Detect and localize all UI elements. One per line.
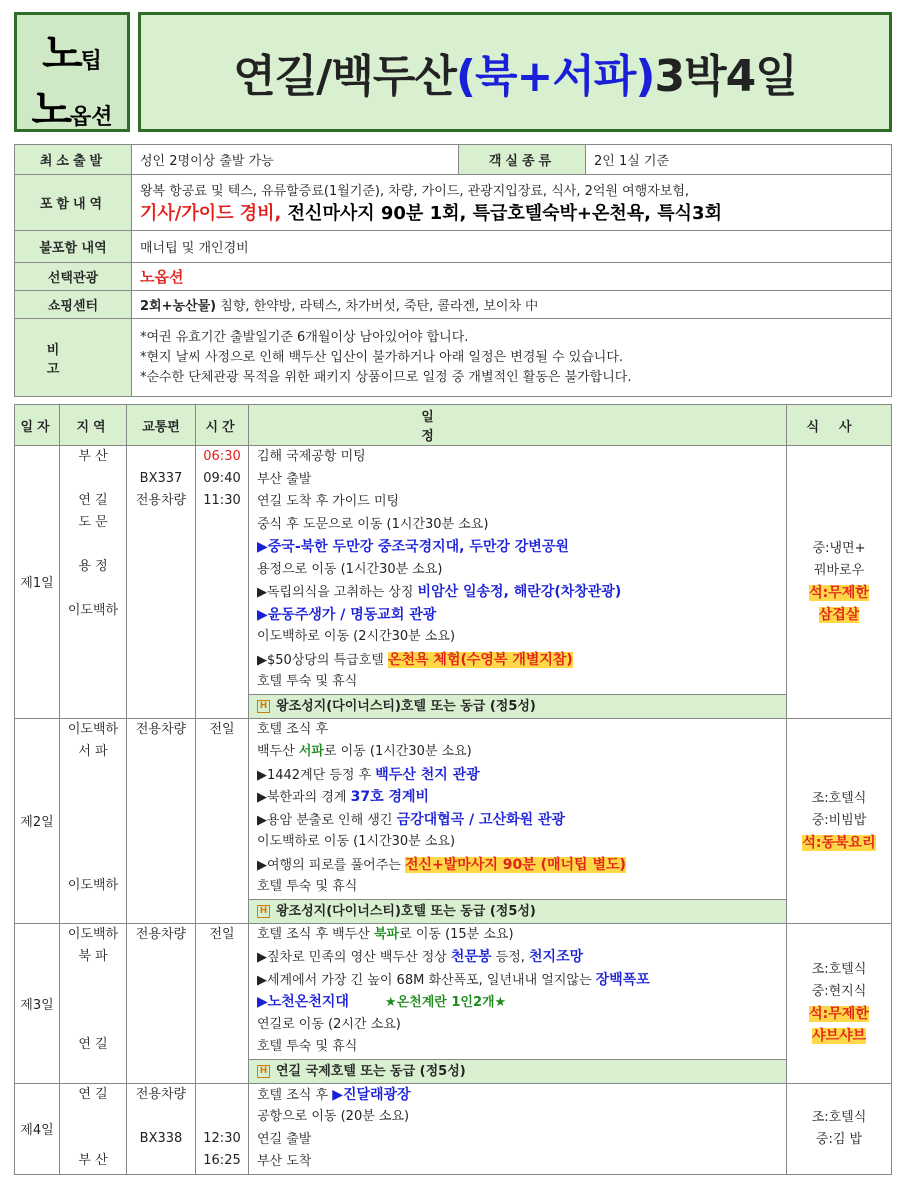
room-type-value: 2인 1실 기준 — [586, 145, 892, 175]
region: 이도백하 — [67, 926, 119, 942]
schedule-item: ▶짚차로 민족의 영산 백두산 정상 천문봉 등정, 천지조망 — [257, 949, 584, 965]
transport-cell — [127, 1083, 196, 1174]
included-line-1: 왕복 항공료 및 텍스, 유류할증료(1월기준), 차량, 가이드, 관광지입장료, 식사, 2억원 여행자보험, — [140, 184, 690, 199]
transport-type: 전용차량 — [135, 493, 187, 508]
schedule-cell — [249, 1083, 787, 1174]
logo-line-2: 노옵션 — [31, 85, 113, 134]
time-cell — [196, 718, 249, 923]
included-extras: 전신마사지 90분 1회, 특급호텔숙박+온천욕, 특식3회 — [281, 203, 722, 224]
shopping-list: 침향, 한약방, 라텍스, 차가버섯, 죽탄, 콜라겐, 보이차 中 — [216, 299, 539, 314]
schedule-item: 부산 출발 — [257, 471, 312, 487]
day-row — [15, 1083, 892, 1174]
meal-item: 석:무제한 — [809, 1006, 869, 1022]
time-value: 06:30 — [203, 449, 241, 464]
col-day: 일자 — [15, 405, 60, 446]
title-main: 연길/백두산 — [233, 51, 456, 102]
meal-item: 중:현지식 — [811, 984, 867, 999]
schedule-item: 호텔 조식 후 — [257, 721, 329, 737]
included-highlight: 기사/가이드 경비, — [140, 203, 282, 224]
title-route: (북+서파) — [455, 51, 655, 102]
schedule-item: 호텔 조식 후 ▶진달래광장 — [257, 1086, 411, 1103]
time-cell — [196, 446, 249, 719]
region: 도 문 — [78, 515, 108, 530]
time-value: 12:30 — [203, 1130, 241, 1146]
region-cell — [60, 446, 127, 719]
min-departure-label: 최소출발 — [15, 145, 132, 175]
schedule-item: 부산 도착 — [257, 1154, 312, 1169]
meal-item: 석:동북요리 — [802, 834, 876, 851]
meal-item: 중:김 밥 — [815, 1131, 863, 1147]
excluded-value: 매너팁 및 개인경비 — [132, 231, 892, 263]
col-time: 시간 — [196, 405, 249, 446]
logo-line-1: 노팁 — [42, 29, 102, 78]
schedule-item: 중식 후 도문으로 이동 (1시간30분 소요) — [257, 516, 489, 532]
info-table — [14, 144, 892, 397]
region: 이도백하 — [67, 603, 119, 618]
day-row — [15, 923, 892, 1083]
meal-cell — [787, 718, 892, 923]
schedule-item: ▶여행의 피로를 풀어주는 전신+발마사지 90분 (매너팁 별도) — [257, 856, 626, 873]
transport-type: 전용차량 — [135, 1086, 187, 1102]
schedule-item: ▶독립의식을 고취하는 상징 비암산 일송정, 해란강(차창관광) — [257, 584, 622, 600]
page-title — [138, 12, 892, 132]
region: 부 산 — [78, 449, 108, 464]
schedule-item: 이도백하로 이동 (1시간30분 소요) — [257, 834, 456, 849]
time-value: 16:25 — [203, 1152, 241, 1168]
day-row — [15, 446, 892, 719]
schedule-item: ▶용암 분출로 인해 생긴 금강대협곡 / 고산화원 관광 — [257, 811, 566, 828]
schedule-item: 김해 국제공항 미팅 — [257, 449, 366, 464]
schedule-item: 연길 출발 — [257, 1131, 312, 1147]
region: 연 길 — [78, 1086, 108, 1102]
meal-item: 조:호텔식 — [811, 790, 867, 806]
region: 연 길 — [78, 493, 108, 508]
meal-item: 중:냉면+ — [812, 540, 866, 556]
schedule-item: ▶$50상당의 특급호텔 온천욕 체험(수영복 개별지참) — [257, 651, 573, 668]
col-meal: 식사 — [787, 405, 892, 446]
note-item: *여권 유효기간 출발일기준 6개월이상 남아있어야 합니다. — [140, 329, 469, 345]
meal-item: 석:무제한 — [809, 584, 869, 601]
schedule-item: 이도백하로 이동 (2시간30분 소요) — [257, 629, 456, 644]
optional-tour-label: 선택관광 — [15, 263, 132, 291]
schedule-item: ▶세계에서 가장 긴 높이 68M 화산폭포, 일년내내 얼지않는 장백폭포 — [257, 971, 650, 988]
transport-type: 전용차량 — [135, 926, 187, 942]
schedule-item: ▶노천온천지대 ★온천계란 1인2개★ — [257, 994, 507, 1010]
region: 이도백하 — [67, 721, 119, 737]
hotel-line: H 왕조성지(다이너스티)호텔 또는 동급 (정5성) — [249, 899, 786, 923]
meal-item: 꿔바로우 — [813, 562, 865, 578]
schedule-item: ▶중국-북한 두만강 중조국경지대, 두만강 강변공원 — [257, 539, 569, 555]
schedule-item: 호텔 투숙 및 휴식 — [257, 879, 358, 894]
region: 이도백하 — [67, 877, 119, 893]
schedule-cell — [249, 718, 787, 923]
schedule-item: 연길 도착 후 가이드 미팅 — [257, 494, 400, 509]
notes-value — [132, 319, 892, 397]
title-duration: 3박4일 — [654, 51, 797, 102]
included-label: 포함내역 — [15, 175, 132, 231]
day-label: 제4일 — [15, 1083, 60, 1174]
region-cell — [60, 1083, 127, 1174]
hotel-line: H 왕조성지(다이너스티)호텔 또는 동급 (정5성) — [249, 694, 786, 718]
transport-type: 전용차량 — [135, 721, 187, 737]
notes-label: 비 고 — [15, 319, 132, 397]
time-cell — [196, 923, 249, 1083]
transport-cell — [127, 718, 196, 923]
min-departure-value: 성인 2명이상 출발 가능 — [132, 145, 459, 175]
region: 서 파 — [78, 743, 108, 759]
region: 연 길 — [78, 1036, 108, 1052]
hotel-icon: H — [257, 905, 270, 918]
optional-tour-value: 노옵션 — [132, 263, 892, 291]
itinerary-table — [14, 404, 892, 1175]
schedule-item: 호텔 투숙 및 휴식 — [257, 674, 358, 689]
region: 부 산 — [78, 1152, 108, 1168]
meal-item: 샤브샤브 — [811, 1028, 867, 1044]
flight-number: BX338 — [139, 1130, 183, 1146]
day-label: 제3일 — [15, 923, 60, 1083]
note-item: *순수한 단체관광 목적을 위한 패키지 상품이므로 일정 중 개별적인 활동은 불가합니다. — [140, 369, 632, 385]
schedule-cell — [249, 446, 787, 719]
time-value: 전일 — [209, 721, 235, 737]
day-row — [15, 718, 892, 923]
col-region: 지역 — [60, 405, 127, 446]
flight-number: BX337 — [139, 471, 183, 486]
col-transport: 교통편 — [127, 405, 196, 446]
hotel-line: H 연길 국제호텔 또는 동급 (정5성) — [249, 1059, 786, 1083]
region-cell — [60, 718, 127, 923]
region: 북 파 — [78, 948, 108, 964]
day-label: 제2일 — [15, 718, 60, 923]
time-value: 전일 — [209, 926, 235, 942]
region-cell — [60, 923, 127, 1083]
time-value: 09:40 — [203, 471, 241, 486]
shopping-count: 2회+농산물) — [140, 299, 217, 314]
transport-cell — [127, 446, 196, 719]
day-label: 제1일 — [15, 446, 60, 719]
time-value: 11:30 — [203, 493, 241, 508]
hotel-icon: H — [257, 700, 270, 713]
schedule-item: ▶1442계단 등정 후 백두산 천지 관광 — [257, 766, 480, 783]
included-value — [132, 175, 892, 231]
room-type-label: 객실종류 — [459, 145, 586, 175]
transport-cell — [127, 923, 196, 1083]
schedule-item: 공항으로 이동 (20분 소요) — [257, 1109, 410, 1124]
schedule-item: 호텔 투숙 및 휴식 — [257, 1039, 358, 1054]
schedule-item: ▶윤동주생가 / 명동교회 관광 — [257, 606, 437, 623]
col-schedule: 일 정 — [249, 405, 787, 446]
meal-cell — [787, 1083, 892, 1174]
hotel-icon: H — [257, 1065, 270, 1078]
excluded-label: 불포함 내역 — [15, 231, 132, 263]
schedule-item: 용정으로 이동 (1시간30분 소요) — [257, 561, 443, 577]
region: 용 정 — [78, 559, 108, 574]
schedule-cell — [249, 923, 787, 1083]
time-cell — [196, 1083, 249, 1174]
meal-item: 조:호텔식 — [811, 1109, 867, 1125]
meal-item: 삼겹살 — [818, 606, 860, 623]
shopping-value — [132, 291, 892, 319]
shopping-label: 쇼핑센터 — [15, 291, 132, 319]
meal-item: 조:호텔식 — [811, 962, 867, 977]
logo — [14, 12, 130, 132]
schedule-item: 호텔 조식 후 백두산 북파로 이동 (15분 소요) — [257, 926, 514, 942]
schedule-item: ▶북한과의 경계 37호 경계비 — [257, 789, 430, 805]
note-item: *현지 날씨 사정으로 인해 백두산 입산이 불가하거나 아래 일정은 변경될 수 있습니다. — [140, 349, 624, 365]
schedule-item: 백두산 서파로 이동 (1시간30분 소요) — [257, 744, 472, 759]
meal-cell — [787, 446, 892, 719]
meal-cell — [787, 923, 892, 1083]
meal-item: 중:비빔밥 — [811, 812, 867, 828]
schedule-item: 연길로 이동 (2시간 소요) — [257, 1016, 401, 1032]
